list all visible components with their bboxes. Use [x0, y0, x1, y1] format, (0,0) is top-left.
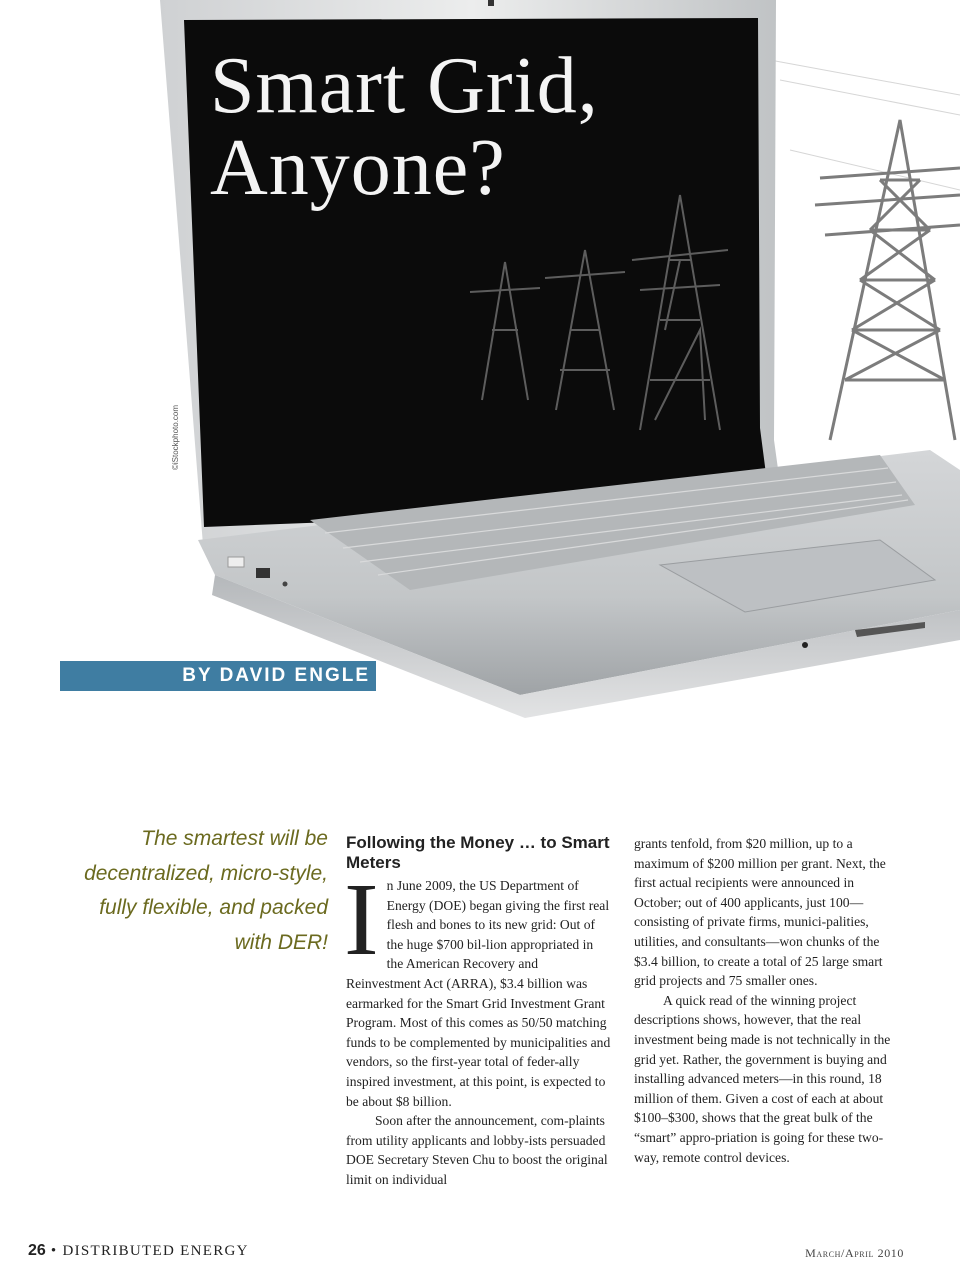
headline-line-2: Anyone? — [210, 124, 506, 212]
byline: BY DAVID ENGLE — [60, 661, 376, 691]
paragraph: A quick read of the winning project descriptions shows, however, that the real investment being made is not technically in the grid yet. Rather, the government is buying and installing advanced meters—in this round, 18 million of them. Given a cost of each at about $100–$300, shows that the great bulk of the “smart” appro-priation is going for these two-way, remote control devices. — [634, 992, 891, 1165]
paragraph: n June 2009, the US Department of Energy (DOE) began giving the first real flesh and bones to its new grid: Out of the huge $700 bil-lion appropriated in the American Recovery and Reinvestment Act (ARRA), $3.4 billion was earmarked for the Smart Grid Investment Grant Program. Most of this comes as 50/50 matching funds to be complemented by municipalities and vendors, so the first-year total of feder-ally inspired investment, at this point, is expected to be about $8 billion. — [346, 878, 611, 1109]
paragraph: grants tenfold, from $20 million, up to a maximum of $200 million per grant. Next, the first actual recipients were announced in October; out of 400 applicants, just 100—consisting of private firms, munici-palities, utilities, and consultants—won chunks of the $3.4 billion, to create a total of 25 large smart grid projects and 75 smaller ones. — [634, 836, 886, 989]
bullet-separator: • — [50, 1243, 58, 1259]
indicator-light-icon — [802, 642, 808, 648]
audio-port-icon — [283, 582, 288, 587]
article-column-1 — [346, 833, 612, 1190]
usb-port-icon — [256, 568, 270, 578]
page-number: 26 — [28, 1242, 46, 1259]
drop-cap: I — [344, 862, 379, 977]
magazine-name: DISTRIBUTED ENERGY — [62, 1243, 249, 1259]
headline — [210, 42, 770, 212]
port-icon — [228, 557, 244, 567]
pull-quote: The smartest will be decentralized, micro-style, fully flexible, and packed with DER! — [84, 827, 328, 954]
headline-line-1: Smart Grid, — [210, 42, 599, 130]
issue-date: March/April 2010 — [805, 1246, 904, 1260]
camera-icon — [488, 0, 494, 6]
power-tower-icon — [815, 120, 960, 440]
photo-credit: ©iStockphoto.com — [171, 404, 180, 470]
article-subhead: Following the Money … to Smart Meters — [346, 833, 610, 872]
article-column-2 — [634, 834, 900, 1167]
footer-folio — [28, 1242, 249, 1260]
paragraph: Soon after the announcement, com-plaints from utility applicants and lobby-ists persuaded DOE Secretary Steven Chu to boost the original limit on individual — [346, 1113, 608, 1187]
